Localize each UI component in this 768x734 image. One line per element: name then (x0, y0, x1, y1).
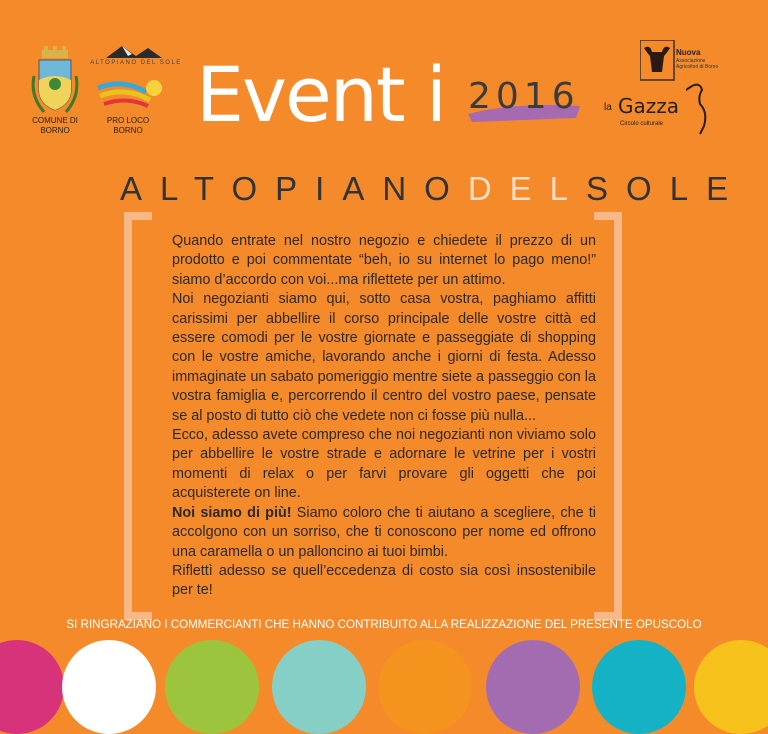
assoc-name: Nuova (676, 48, 701, 57)
page-title: Event i (196, 50, 445, 139)
subtitle-part-sole: SOLE (586, 170, 747, 207)
decorative-circle (378, 640, 472, 734)
decorative-circle (165, 640, 259, 734)
decorative-circle (694, 640, 768, 734)
comune-caption: COMUNE DI BORNO (32, 116, 78, 135)
year-label: 2016 (468, 76, 580, 117)
paragraph-3: Ecco, adesso avete compreso che noi negozianti non viviamo solo per abbellire le vostre strade e adornare le vetrine per i vostri momenti di relax o per farvi provare gli oggetti che poi acquisterete on line. (172, 427, 596, 502)
paragraph-5: Riflettì adesso se quell’eccedenza di costo sia così insostenibile per te! (172, 562, 596, 599)
thanks-line: SI RINGRAZIANO I COMMERCIANTI CHE HANNO CONTRIBUITO ALLA REALIZZAZIONE DEL PRESENTE OPUSCOLO (66, 618, 702, 631)
right-bracket (594, 212, 622, 620)
decorative-circle (272, 640, 366, 734)
decorative-circle (0, 640, 64, 734)
subtitle-part-del: DEL (467, 170, 587, 207)
left-bracket (124, 212, 152, 620)
proloco-caption: PRO LOCO BORNO (106, 116, 150, 135)
proloco-top-text: ALTOPIANO DEL SOLE (90, 60, 182, 66)
paragraph-4-rest: Siamo coloro che ti aiutano a scegliere, che ti accolgono con un sorriso, che ti conoscono per nome ed offrono una caramella o un palloncino ai tuoi bimbi. (172, 504, 596, 560)
paragraph-1: Quando entrate nel nostro negozio e chiedete il prezzo di un prodotto e poi commentate “beh, io su internet lo pago meno!” siamo d’accordo con voi...ma riflettete per un attimo. (172, 233, 596, 288)
gazza-prefix: la (604, 102, 612, 113)
heron-icon (686, 82, 716, 136)
subtitle-altopiano-del-sole (120, 170, 747, 208)
paragraph-4-bold: Noi siamo di più! (172, 504, 292, 521)
proloco-logo-icon (92, 44, 172, 118)
decorative-circle (592, 640, 686, 734)
gazza-subtitle: Circolo culturale (620, 121, 664, 127)
decorative-circle (62, 640, 156, 734)
body-text (172, 232, 596, 601)
subtitle-part-altopiano: ALTOPIANO (120, 170, 468, 207)
assoc-subtitle: Associazione Agricoltori di Borno (676, 58, 719, 70)
gazza-name: Gazza (618, 94, 680, 118)
paragraph-4 (172, 504, 596, 562)
comune-crest-icon (30, 46, 80, 118)
paragraph-2: Noi negozianti siamo qui, sotto casa vostra, paghiamo affitti carissimi per abbellire il corso principale delle vostre città ed essere comodi per le vostre giornate e passeggiate di shopping con le vostre amiche, lavorando anche i giorni di festa. Adesso immaginate un sabato pomeriggio mentre siete a passeggio con la vostra famiglia e, percorrendo il centro del vostro paese, pensate se al posto di tutto ciò che vedete non ci fosse più nulla... (172, 291, 596, 424)
decorative-circle (486, 640, 580, 734)
